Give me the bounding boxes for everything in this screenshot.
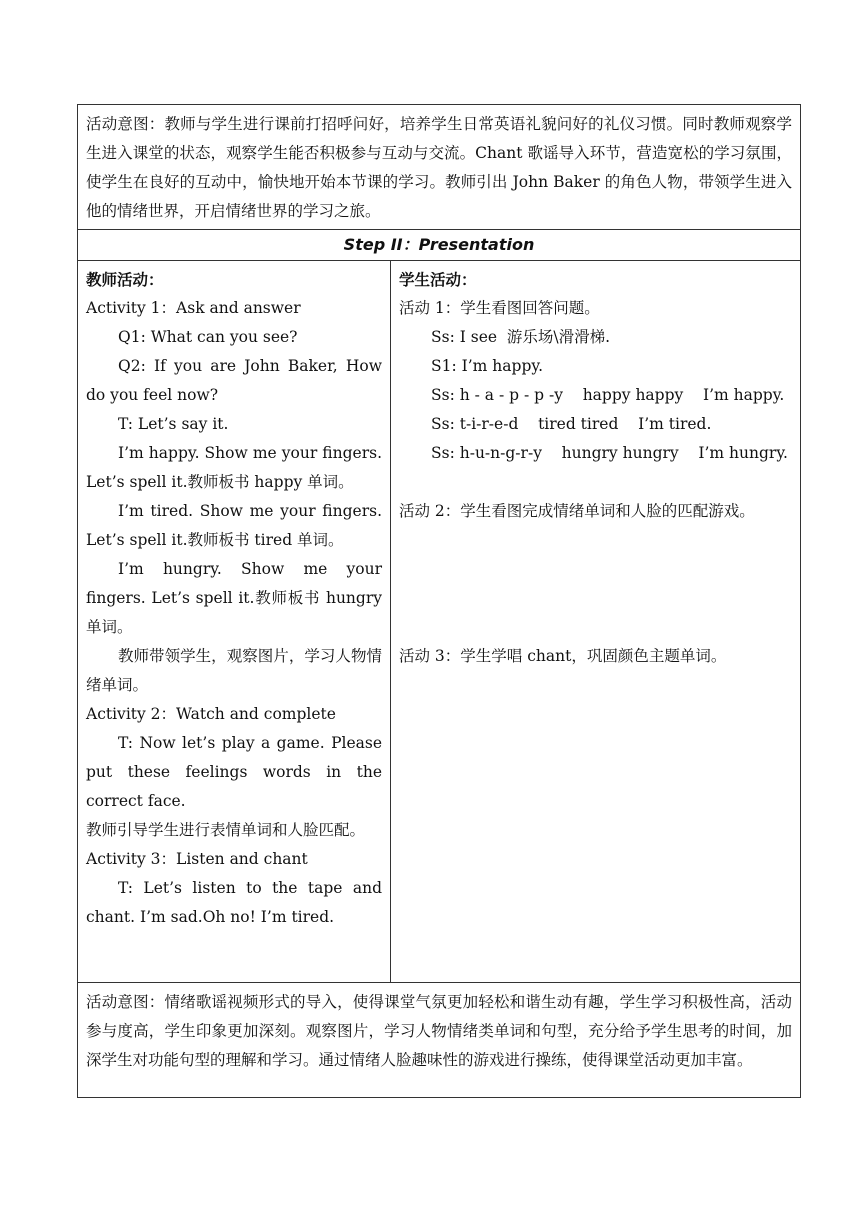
step-row <box>78 230 801 261</box>
activity2-teacher-text: T: Now let’s play a game. Please put these feelings words in the correct face. <box>86 734 382 810</box>
student-activity2: 活动 2：学生看图完成情绪单词和人脸的匹配游戏。 <box>399 502 755 520</box>
activity3-title: Activity 3：Listen and chant <box>86 850 308 868</box>
activity3-teacher-text: T: Let’s listen to the tape and chant. I’m sad.Oh no! I’m tired. <box>86 879 382 926</box>
lesson-plan-page <box>77 104 800 1098</box>
lesson-plan-table <box>77 104 801 1098</box>
teacher-lead-text: 教师带领学生，观察图片，学习人物情绪单词。 <box>86 647 382 694</box>
student-happy-line: Ss: h - a - p - p -y happy happy I’m happy. <box>431 386 785 404</box>
intent-top-row <box>78 105 801 230</box>
student-activity1: 活动 1：学生看图回答问题。 <box>399 299 600 317</box>
spacer <box>399 468 792 497</box>
student-hungry-line: Ss: h-u-n-g-r-y hungry hungry I’m hungry. <box>431 444 788 462</box>
spacer <box>399 526 792 555</box>
teacher-hungry-text: I’m hungry. Show me your fingers. Let’s spell it.教师板书 hungry 单词。 <box>86 560 382 636</box>
spacer <box>399 584 792 613</box>
activity2-guide-text: 教师引导学生进行表情单词和人脸匹配。 <box>86 821 366 839</box>
student-header: 学生活动： <box>399 270 477 289</box>
teacher-happy-text: I’m happy. Show me your fingers. Let’s spell it.教师板书 happy 单词。 <box>86 444 382 491</box>
intent-bottom-text: 活动意图：情绪歌谣视频形式的导入，使得课堂气氛更加轻松和谐生动有趣，学生学习积极性高，活动参与度高，学生印象更加深刻。观察图片，学习人物情绪类单词和句型，充分给予学生思考的时间，加深学生对功能句型的理解和学习。通过情绪人脸趣味性的游戏进行操练，使得课堂活动更加丰富。 <box>86 993 793 1069</box>
student-see-line: Ss: I see 游乐场\滑滑梯. <box>431 328 611 346</box>
student-s1-line: S1: I’m happy. <box>431 357 543 375</box>
student-tired-line: Ss: t-i-r-e-d tired tired I’m tired. <box>431 415 712 433</box>
spacer <box>399 555 792 584</box>
student-column <box>391 261 801 983</box>
spacer <box>399 613 792 642</box>
teacher-header: 教师活动： <box>86 270 164 289</box>
q1-text: Q1: What can you see? <box>118 328 298 346</box>
teacher-say-text: T: Let’s say it. <box>118 415 229 433</box>
activity1-title: Activity 1：Ask and answer <box>86 299 301 317</box>
q2-text: Q2: If you are John Baker, How do you feel now? <box>86 357 382 404</box>
intent-bottom-row <box>78 983 801 1098</box>
intent-top-text: 活动意图：教师与学生进行课前打招呼问好，培养学生日常英语礼貌问好的礼仪习惯。同时教师观察学生进入课堂的状态，观察学生能否积极参与互动与交流。Chant 歌谣导入环节，营造宽松的学习氛围，使学生在良好的互动中，愉快地开始本节课的学习。教师引出 John Baker 的角色人物，带领学生进入他的情绪世界，开启情绪世界的学习之旅。 <box>86 115 793 220</box>
student-activity3: 活动 3：学生学唱 chant，巩固颜色主题单词。 <box>399 647 727 665</box>
activity2-title: Activity 2：Watch and complete <box>86 705 336 723</box>
activities-row <box>78 261 801 983</box>
teacher-tired-text: I’m tired. Show me your fingers. Let’s spell it.教师板书 tired 单词。 <box>86 502 382 549</box>
teacher-column <box>78 261 391 983</box>
step-title: Step II：Presentation <box>78 230 801 261</box>
